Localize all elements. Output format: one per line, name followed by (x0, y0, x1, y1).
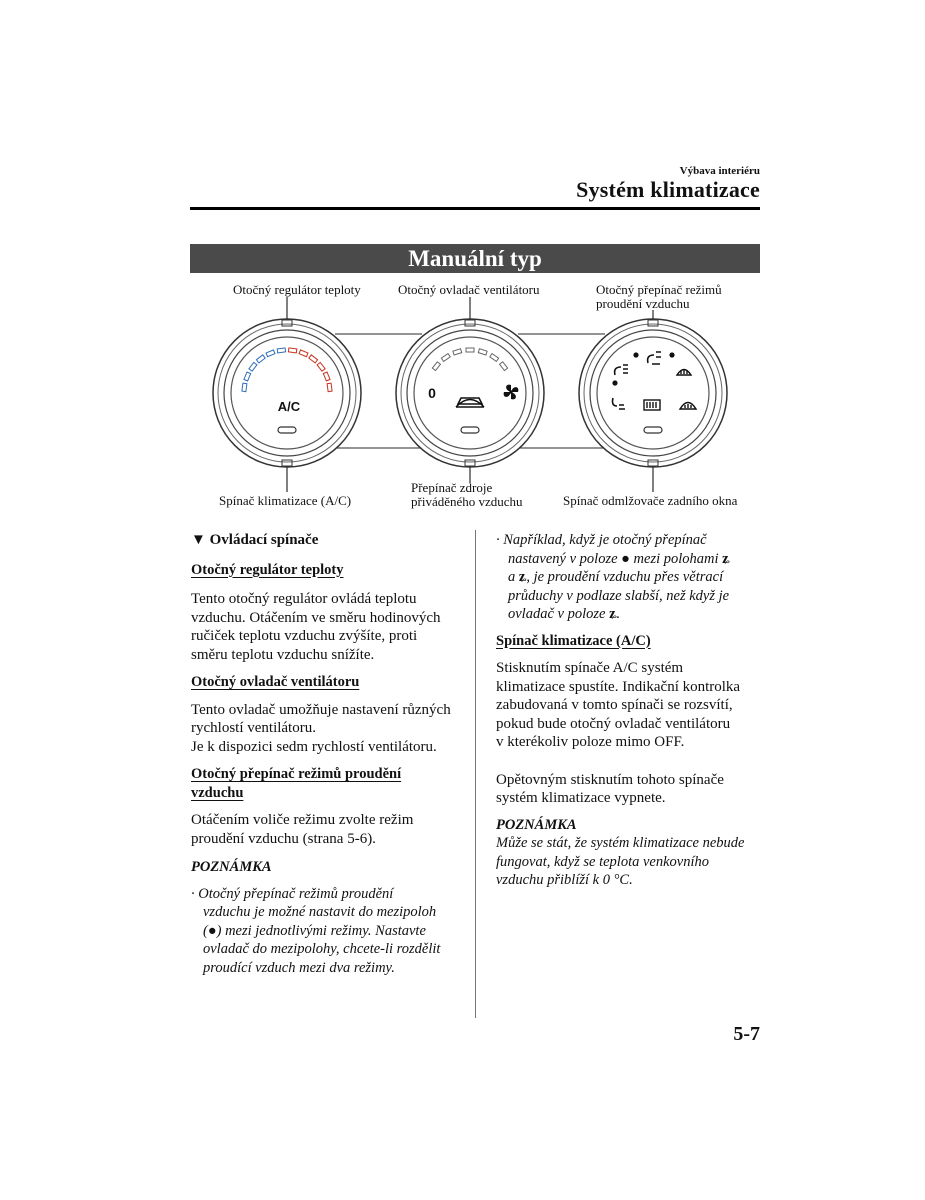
callout-fan-dial: Otočný ovladač ventilátoru (398, 282, 540, 297)
callout-intake-switch (411, 481, 523, 509)
intake-button[interactable] (461, 427, 479, 433)
note-line: Otočný přepínač režimů proudění (198, 885, 394, 902)
text-line: Je k dispozici sedm rychlostí ventilátoru. (191, 738, 437, 755)
fan-dial-heading: Otočný ovladač ventilátoru (191, 674, 360, 690)
text-line (496, 550, 764, 569)
text-line: fungovat, když se teplota venkovního (496, 853, 710, 870)
note-line: Například, když je otočný přepínač (503, 532, 707, 548)
floor-icon-inline: ʑ (609, 606, 617, 622)
text-line: Může se stát, že systém klimatizace nebude (496, 835, 745, 851)
text-line: pokud bude otočný ovladač ventilátoru (496, 715, 731, 732)
note-line: mezi jednotlivými režimy. Nastavte (225, 922, 426, 939)
heading-line: vzduchu (191, 784, 244, 801)
fan-dial[interactable] (396, 319, 544, 467)
text-line (496, 568, 764, 587)
text-line: vzduchu. Otáčením ve směru hodinových (191, 609, 441, 626)
temp-scale-segment (288, 348, 296, 353)
text-line: vzduchu je možné nastavit do mezipoloh (203, 904, 437, 920)
left-column (191, 531, 466, 977)
fan-off-label: 0 (428, 385, 436, 401)
text-line: · Například, když je otočný přepínač (496, 532, 707, 548)
temp-scale-segment (277, 348, 285, 353)
mode-dot-2 (669, 352, 674, 357)
ac-label: A/C (277, 399, 301, 414)
text-line: rychlostí ventilátoru. (191, 720, 316, 736)
controls-heading: ▼ Ovládací spínače (191, 532, 319, 548)
note-heading: POZNÁMKA (191, 859, 272, 875)
callout-temp-dial: Otočný regulátor teploty (233, 282, 361, 297)
callout-intake-line1: Přepínač zdroje (411, 480, 493, 495)
note-text (191, 885, 466, 978)
page-number: 5-7 (733, 1023, 760, 1045)
note-line: nastavený v poloze (508, 550, 618, 567)
text-line: vzduchu přiblíží k 0 °C. (496, 872, 633, 888)
mode-dial-paragraph (191, 811, 466, 848)
temp-scale-segment (242, 383, 247, 391)
callout-intake-line2: přiváděného vzduchu (411, 494, 523, 509)
text-line: ovladač v poloze ʑ. (508, 606, 621, 622)
page-title: Systém klimatizace (576, 177, 760, 202)
ac-off-paragraph (496, 771, 764, 808)
right-column (496, 531, 764, 890)
note-continuation (496, 531, 764, 624)
temp-dial-heading: Otočný regulátor teploty (191, 561, 344, 578)
fan-speed-segment (466, 348, 474, 352)
text-line: směru teplotu vzduchu snížíte. (191, 646, 375, 663)
text-line: průduchy v podlaze slabší, než když je (508, 587, 730, 604)
text-line: Otáčením voliče režimu zvolte režim (191, 812, 414, 828)
text-line: zabudovaná v tomto spínači se rozsvítí, (496, 697, 733, 713)
temp-dial-paragraph (191, 590, 466, 664)
title-rule (190, 207, 760, 210)
floor-icon-inline: ʑ (722, 550, 730, 567)
note-line: mezi polohami (633, 550, 719, 567)
note-text-right (496, 834, 764, 890)
controls-heading-text: Ovládací spínače (209, 532, 319, 548)
mode-dot-1 (633, 352, 638, 357)
text-line: Stisknutím spínače A/C systém (496, 660, 684, 676)
note-heading-right: POZNÁMKA (496, 816, 577, 833)
text-line: klimatizace spustíte. Indikační kontrolka (496, 678, 741, 695)
rear-defogger-button[interactable] (644, 427, 662, 433)
column-divider (475, 530, 476, 1018)
callout-rear-defogger: Spínač odmlžovače zadního okna (563, 493, 738, 508)
text-line: (●) mezi jednotlivými režimy. Nastavte (203, 922, 426, 939)
dot-icon: ● (621, 550, 630, 567)
note-line: a (508, 569, 516, 585)
airflow-mode-dial[interactable] (579, 319, 727, 467)
callout-ac-switch: Spínač klimatizace (A/C) (219, 493, 352, 508)
mode-dial-heading (191, 765, 466, 802)
floor-defrost-icon-inline: ʑ (518, 569, 527, 585)
callout-mode-line1: Otočný přepínač režimů (596, 282, 722, 297)
text-line: ručiček teplotu vzduchu zvýšíte, proti (191, 628, 418, 644)
temperature-dial[interactable] (213, 319, 361, 467)
dot-icon: ● (207, 922, 217, 939)
text-line: proudění vzduchu (strana 5-6). (191, 830, 376, 847)
callout-mode-line2: proudění vzduchu (596, 296, 690, 311)
temp-scale-segment (327, 383, 332, 391)
text-line: ovladač do mezipolohy, chcete-li rozdělit (203, 941, 441, 957)
ac-switch-heading: Spínač klimatizace (A/C) (496, 632, 651, 649)
mode-dot-3 (612, 380, 617, 385)
note-line: ovladač v poloze (508, 606, 606, 622)
ac-button[interactable] (278, 427, 296, 433)
ac-switch-paragraph (496, 659, 764, 752)
fan-dial-paragraph (191, 701, 466, 757)
text-line: systém klimatizace vypnete. (496, 790, 666, 806)
heading-line: Otočný přepínač režimů proudění (191, 766, 402, 782)
section-label: Výbava interiéru (679, 165, 760, 177)
text-line: v kterékoliv poloze mimo OFF. (496, 734, 685, 750)
text-line: proudící vzduch mezi dva režimy. (203, 959, 395, 976)
text-line: Tento otočný regulátor ovládá teplotu (191, 591, 417, 607)
text-line: · Otočný přepínač režimů proudění (191, 885, 394, 902)
text-line: Tento ovladač umožňuje nastavení různých (191, 701, 451, 718)
section-banner: Manuální typ (190, 244, 760, 273)
note-line: , je proudění vzduchu přes větrací (526, 569, 724, 585)
text-line: Opětovným stisknutím tohoto spínače (496, 771, 724, 788)
